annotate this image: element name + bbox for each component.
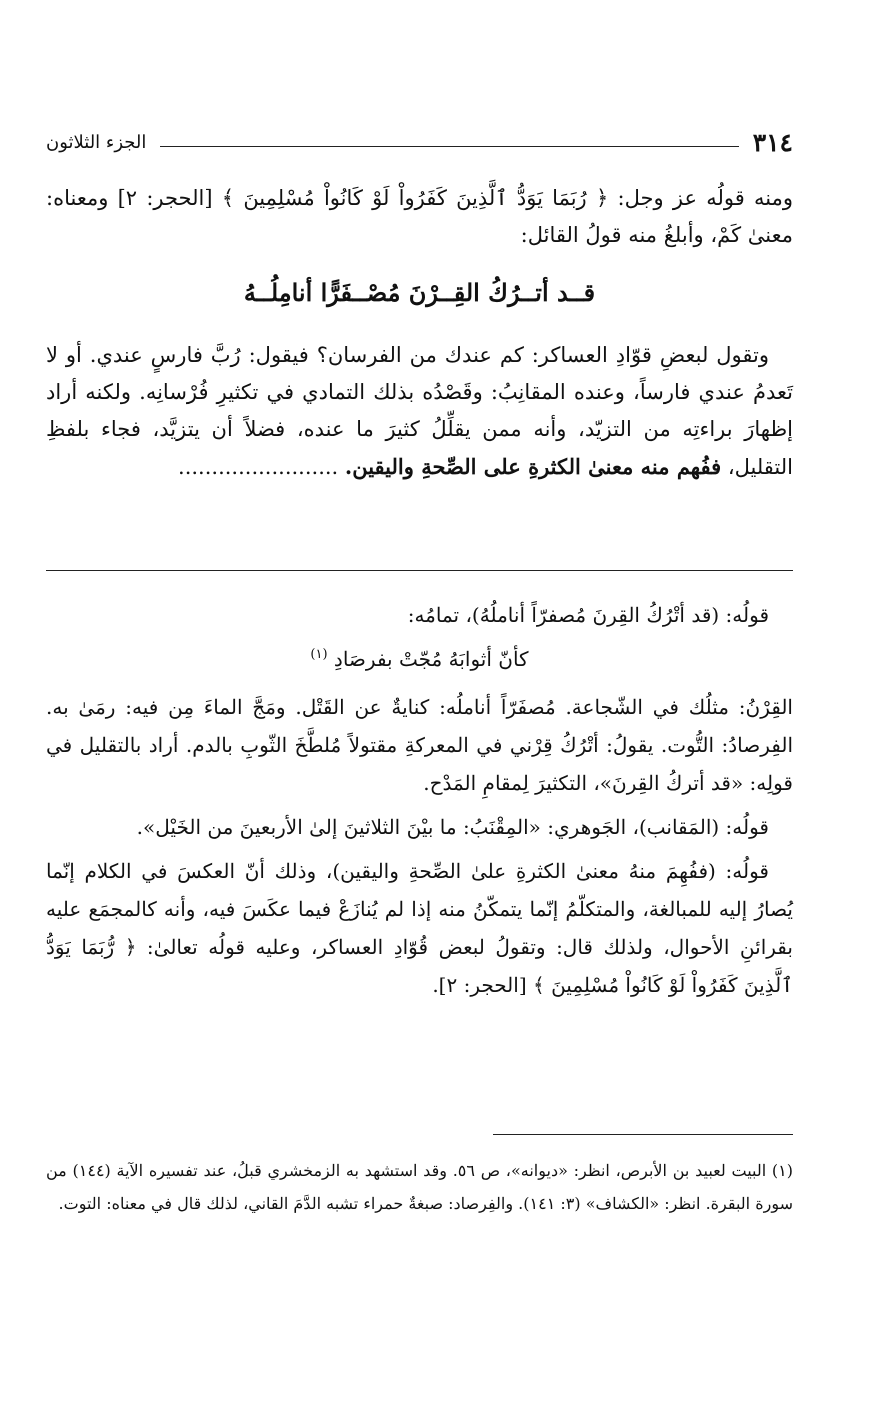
- footnote-reference: (١): [310, 647, 328, 662]
- page-number: ٣١٤: [752, 127, 793, 157]
- running-title: الجزء الثلاثون: [46, 131, 147, 153]
- commentary-paragraph-3: قولُه: (المَقانب)، الجَوهري: «المِقْنَبُ: ما بيْنَ الثلاثينَ إلىٰ الأربعينَ من الخَيْل».: [136, 815, 769, 839]
- poetry-verse: قــد أتــرُكُ القِــرْنَ مُصْــفَرًّا أنامِلُــهُ: [243, 278, 596, 307]
- commentary-verse-text: كأنّ أثوابَهُ مُجّتْ بفرصَادِ: [333, 647, 529, 671]
- main-paragraph-2-text: وتقول لبعضِ قوّادِ العساكر: كم عندك من الفرسان؟ فيقول: رُبَّ فارسٍ عندي. أو لا تَعدمُ عندي فارساً، وعنده المقانِبُ: وقَصْدُه بذلك التمادي في تكثيرِ فُرْسانِه. ولكنه أراد إظهارَ براءتِه من التزيّد، وأنه ممن يقلِّلُ كثيرَ ما عنده، فضلاً أن يتزيَّد، فجاء بلفظِ التقليل،: [46, 343, 793, 479]
- commentary-verse: [46, 640, 793, 682]
- footnote-rule: [493, 1134, 793, 1135]
- main-paragraph-2-bold: ففُهم منه معنىٰ الكثرةِ على الصِّحةِ واليقين.: [344, 454, 722, 479]
- main-text: [46, 180, 793, 486]
- main-paragraph-2-dots: ........................: [178, 455, 339, 479]
- main-paragraph-1: ومنه قولُه عز وجل: ﴿ رُبَمَا يَوَدُّ ٱلَّذِينَ كَفَرُواْ لَوْ كَانُواْ مُسْلِمِينَ ﴾ [الحجر: ٢] ومعناه: معنىٰ كَمْ، وأبلغُ منه قولُ القائل:: [46, 186, 794, 247]
- commentary-text: [46, 596, 793, 1004]
- main-commentary-divider: [46, 570, 793, 571]
- page-header: [46, 124, 793, 160]
- header-rule: [160, 146, 738, 147]
- main-paragraph-2: [46, 337, 793, 486]
- footnote-text: (١) البيت لعبيد بن الأبرص، انظر: «ديوانه»، ص ٥٦. وقد استشهد به الزمخشري قبلُ، عند تفسيره الآية (١٤٤) من سورة البقرة. انظر: «الكشاف» (٣: ١٤١). والفِرصاد: صبغةٌ حمراء تشبه الدَّمَ القاني، لذلك قال في معناه: التوت.: [46, 1161, 794, 1213]
- commentary-paragraph-1: قولُه: (قد أتْرُكُ القِرنَ مُصفرّاً أناملُهُ)، تمامُه:: [407, 603, 769, 627]
- footnote: [46, 1154, 793, 1220]
- commentary-paragraph-2: القِرْنُ: مثلُك في الشّجاعة. مُصفَرّاً أناملُه: كنايةٌ عن القَتْل. ومَجَّ الماءَ مِن فيه: رمَىٰ به. الفِرصادُ: التُّوت. يقولُ: أتْرُكُ قِرْني في المعركةِ مقتولاً مُلطَّخَ الثّوبِ بالدم. أراد بالتقليل في قولِه: «قد أتركُ القِرنَ»، التكثيرَ لِمقامِ المَدْح.: [46, 695, 793, 795]
- commentary-paragraph-4: قولُه: (ففُهِمَ منهُ معنىٰ الكثرةِ علىٰ الصِّحةِ واليقين)، وذلك أنّ العكسَ في الكلام إنّما يُصارُ إليه للمبالغة، والمتكلّمُ إنّما يتمكّنُ منه إذا لم يُنازَعْ فيما عكَسَ فيه، وأنه كالمجمَع عليه بقرائنِ الأحوال، ولذلك قال: وتقولُ لبعض قُوّادِ العساكر، وعليه قولُه تعالىٰ: ﴿ رُّبَمَا يَوَدُّ ٱلَّذِينَ كَفَرُواْ لَوْ كَانُواْ مُسْلِمِينَ ﴾ [الحجر: ٢].: [46, 859, 793, 997]
